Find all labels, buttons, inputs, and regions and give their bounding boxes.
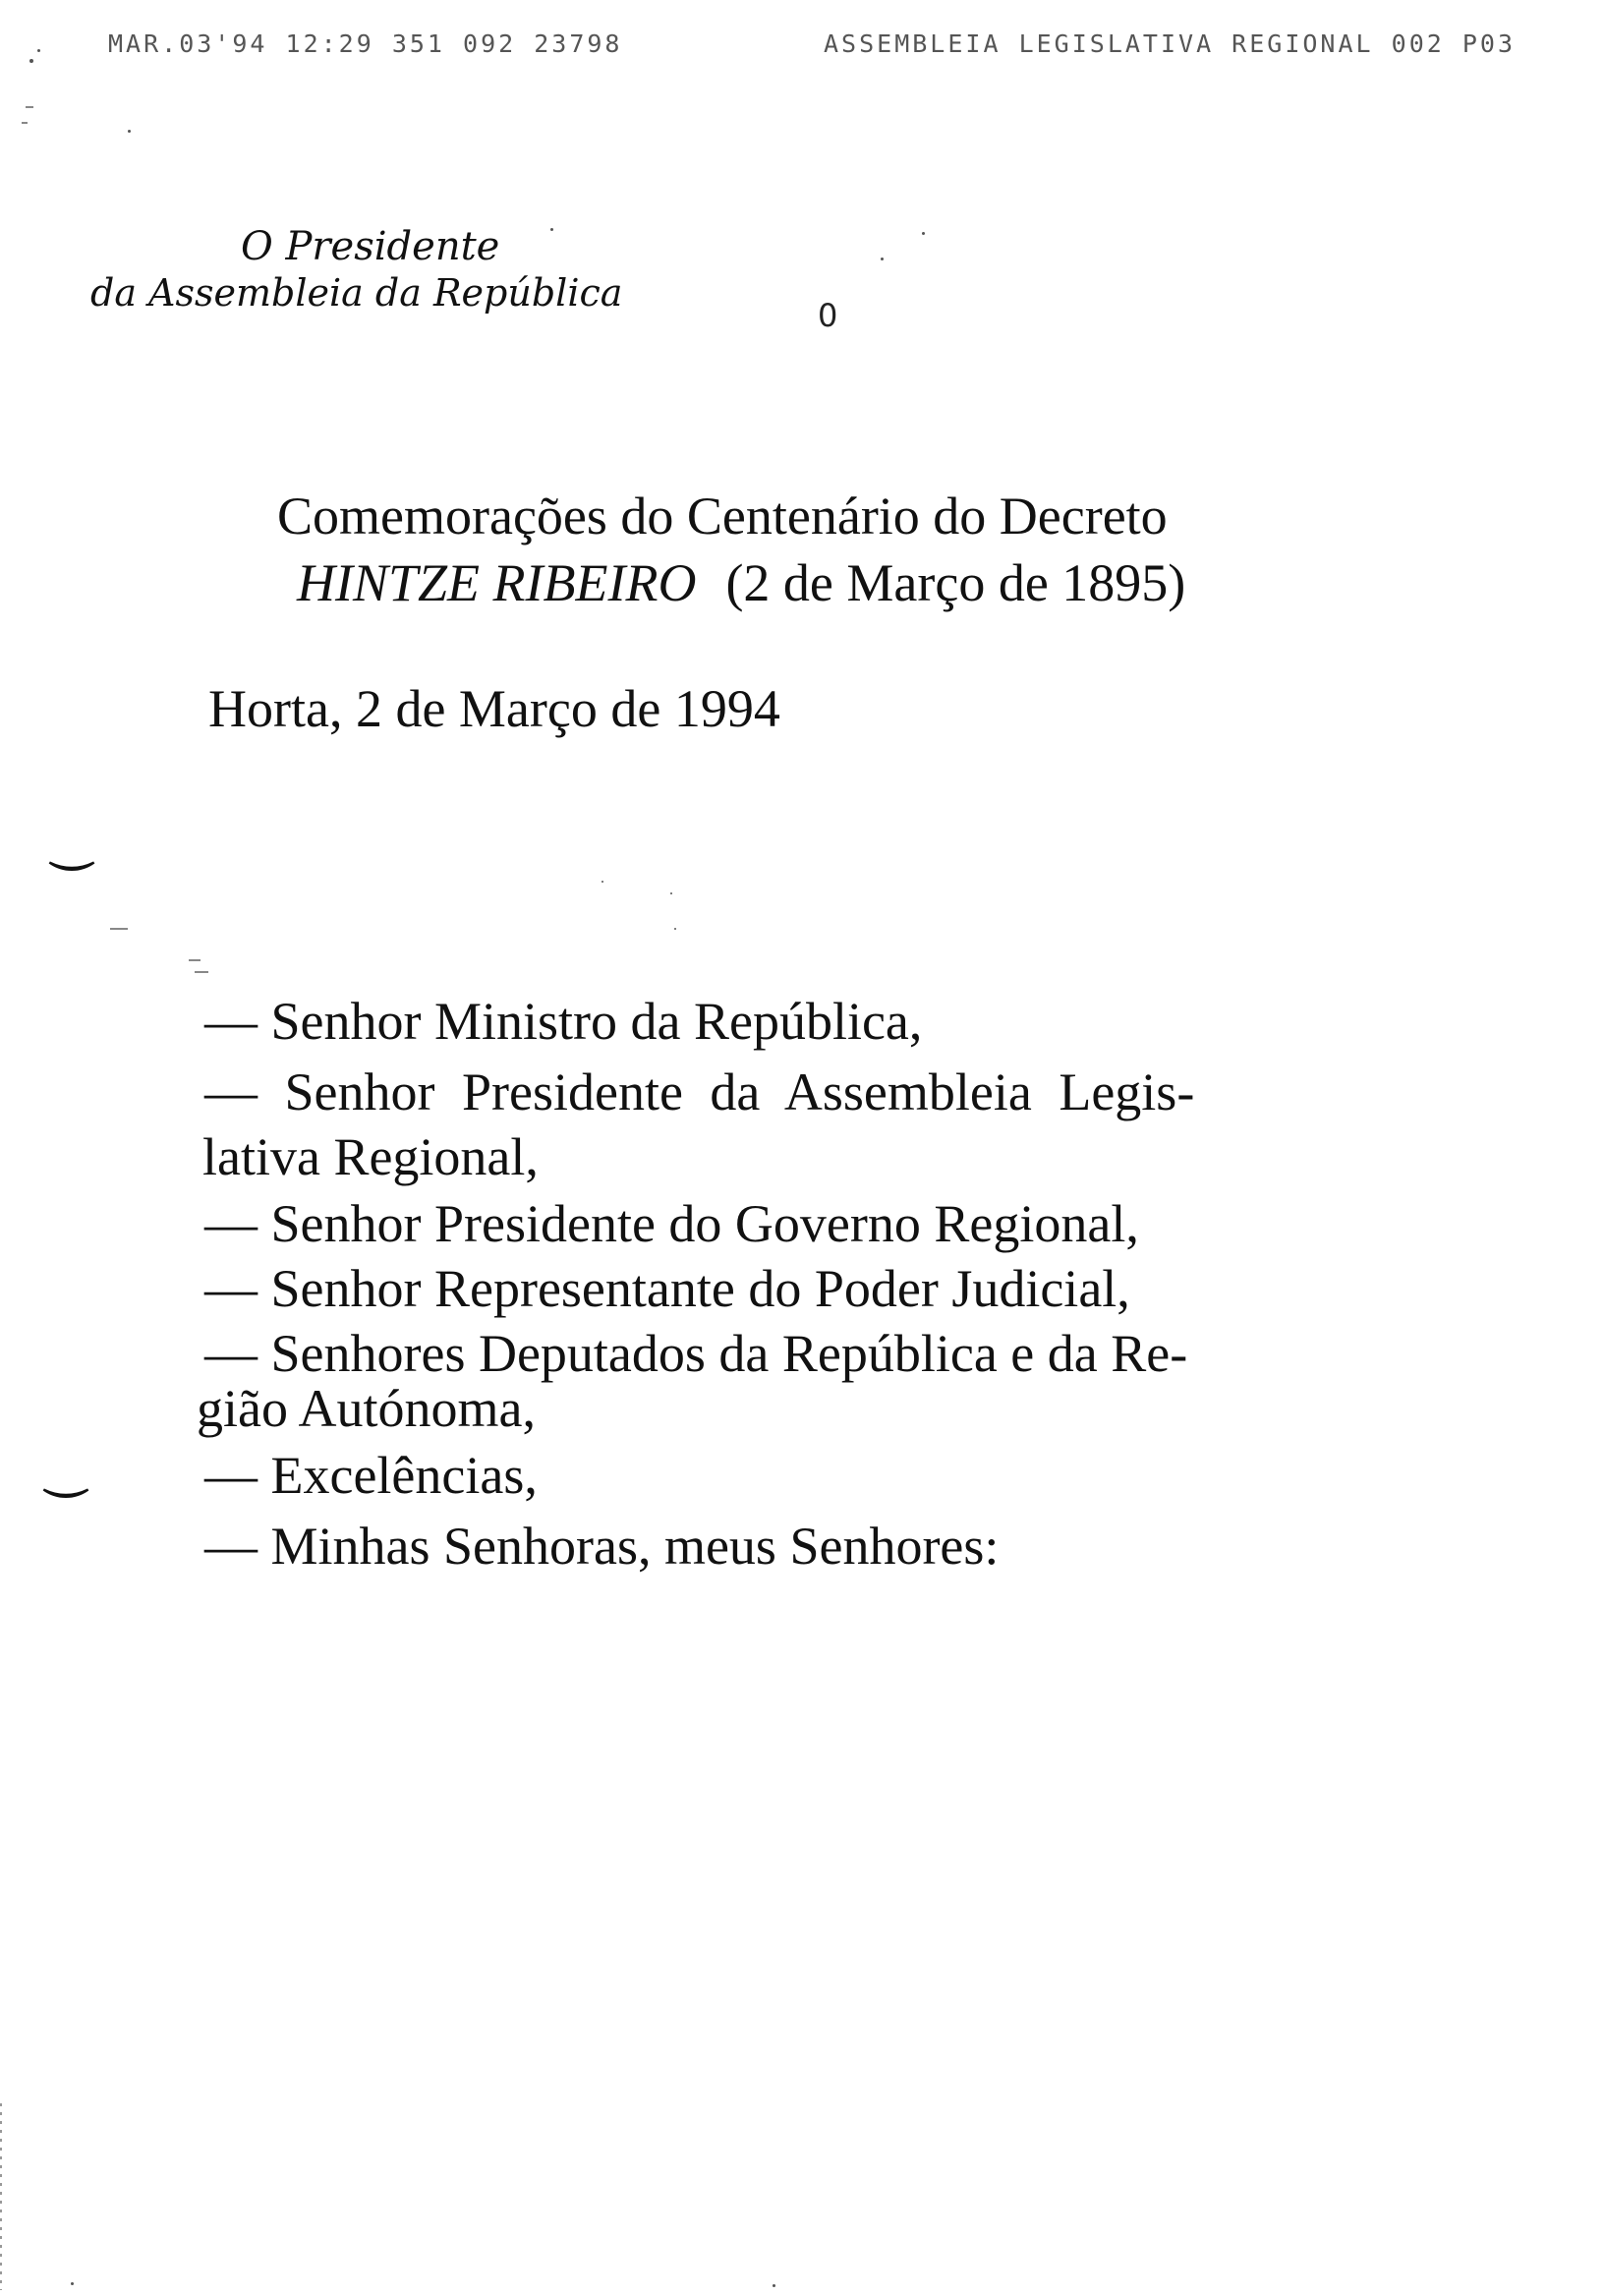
scan-speck <box>71 2282 74 2285</box>
scan-speck <box>674 928 676 930</box>
letterhead-line-2: da Assembleia da República <box>90 271 623 315</box>
letterhead-line-1: O Presidente <box>241 224 500 269</box>
margin-hook-mark: ⌒ <box>49 821 94 874</box>
place-date-line: Horta, 2 de Março de 1994 <box>208 679 780 738</box>
margin-hook-mark: ⌒ <box>43 1448 88 1501</box>
salutation-line: — Excelências, <box>204 1446 538 1505</box>
salutation-line: gião Autónoma, <box>197 1379 536 1438</box>
fax-header-right: ASSEMBLEIA LEGISLATIVA REGIONAL 002 P03 <box>824 29 1516 58</box>
salutation-line: — Senhor Presidente da Assembleia Legis- <box>204 1062 1195 1121</box>
scan-speck <box>881 258 884 260</box>
title-decree-date: (2 de Março de 1895) <box>725 553 1186 612</box>
scan-speck <box>26 106 33 108</box>
page-mark: 0 <box>818 297 838 334</box>
salutation-line: lativa Regional, <box>202 1127 539 1186</box>
scan-speck <box>29 59 33 63</box>
scan-speck <box>195 971 208 973</box>
scan-speck <box>550 228 553 231</box>
salutation-line: — Senhor Representante do Poder Judicial, <box>204 1259 1130 1318</box>
salutation-line: — Senhor Ministro da República, <box>204 992 923 1051</box>
scan-speck <box>602 881 603 883</box>
salutation-line: — Senhor Presidente do Governo Regional, <box>204 1194 1139 1253</box>
fax-header-left: MAR.03'94 12:29 351 092 23798 <box>108 29 623 58</box>
scan-speck <box>922 232 925 235</box>
scan-speck <box>110 928 128 930</box>
scan-speck <box>22 122 28 124</box>
scan-speck <box>670 892 672 894</box>
salutation-line: — Minhas Senhoras, meus Senhores: <box>204 1517 1000 1576</box>
scan-speck <box>189 959 200 961</box>
title-line-1: Comemorações do Centenário do Decreto <box>277 487 1168 545</box>
title-line-2 <box>297 552 1185 613</box>
scan-speck <box>128 130 131 133</box>
title-decree-name: HINTZE RIBEIRO <box>297 553 697 612</box>
salutation-line: — Senhores Deputados da República e da Re- <box>204 1324 1188 1383</box>
scan-edge-line <box>0 2103 2 2290</box>
scan-speck <box>37 49 40 52</box>
scan-speck <box>773 2284 775 2287</box>
